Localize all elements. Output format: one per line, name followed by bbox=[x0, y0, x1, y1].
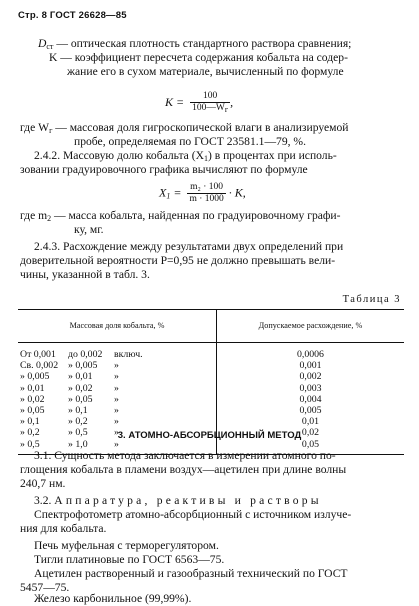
range-inclusive: » bbox=[114, 416, 119, 428]
table-cell-range bbox=[18, 416, 217, 427]
w-text: — массовая доля гигроскопической влаги в анализируемой bbox=[52, 121, 349, 134]
table-cell-tolerance: 0,003 bbox=[299, 382, 322, 394]
w-prefix: где W bbox=[20, 121, 50, 134]
range-group bbox=[18, 405, 216, 416]
dst-text: — оптическая плотность стандартного раствора сравнения; bbox=[53, 37, 352, 50]
table-cell-range bbox=[18, 360, 217, 371]
p32-number: 3.2. bbox=[34, 494, 52, 507]
table-row bbox=[18, 371, 404, 382]
formula-x1-lhs: X bbox=[159, 185, 167, 200]
range-from: » 0,02 bbox=[20, 393, 45, 405]
formula-k: K = $\frac{100}{100—W_г}$ , bbox=[165, 91, 234, 114]
range-from: » 0,2 bbox=[20, 427, 40, 439]
section-3-title: 3. АТОМНО-АБСОРБЦИОННЫЙ МЕТОД bbox=[117, 430, 302, 441]
m2-prefix: где m bbox=[20, 209, 48, 222]
formula-k-denominator bbox=[190, 103, 230, 115]
range-from: » 0,05 bbox=[20, 405, 45, 417]
table-cell-range bbox=[18, 405, 217, 416]
formula-k-fraction bbox=[190, 91, 230, 115]
table-header-mass-fraction: Массовая доля кобальта, % bbox=[18, 310, 217, 343]
table-cell-tolerance: 0,02 bbox=[301, 427, 320, 439]
p242-l1-sub: 1 bbox=[203, 154, 208, 163]
range-to: » 0,2 bbox=[68, 416, 88, 428]
table-row bbox=[18, 360, 404, 371]
range-to: » 0,01 bbox=[68, 371, 93, 383]
formula-x1-lhs-sub: 1 bbox=[166, 191, 171, 201]
dst-subscript: ст bbox=[46, 42, 54, 51]
table-cell-range bbox=[18, 394, 217, 405]
range-inclusive: » bbox=[114, 427, 119, 439]
table-row bbox=[18, 405, 404, 416]
range-from: Св. 0,002 bbox=[20, 360, 59, 372]
range-group bbox=[18, 349, 216, 360]
paragraph-243-line1: 2.4.3. Расхождение между результатами двух определений при bbox=[34, 240, 344, 253]
definition-k-line2: жание его в сухом материале, вычисленный по формуле bbox=[67, 65, 344, 78]
range-to: » 0,005 bbox=[68, 360, 98, 372]
range-group bbox=[18, 416, 216, 427]
range-to: до 0,002 bbox=[68, 349, 103, 360]
formula-k-den-sub: г bbox=[224, 105, 229, 114]
p242-l1-start: 2.4.2. Массовую долю кобальта (X bbox=[34, 149, 204, 162]
paragraph-31-line3: 240,7 нм. bbox=[20, 477, 66, 490]
table-cell-tolerance: 0,01 bbox=[301, 416, 320, 428]
range-inclusive: » bbox=[114, 393, 119, 405]
range-inclusive: » bbox=[114, 371, 119, 383]
definition-m2-line2: ку, мг. bbox=[74, 223, 104, 236]
range-from: » 0,1 bbox=[20, 416, 40, 428]
table-cell-tolerance: 0,05 bbox=[217, 439, 405, 455]
range-from: » 0,01 bbox=[20, 382, 45, 394]
paragraph-32-heading bbox=[34, 494, 322, 508]
range-group bbox=[18, 394, 216, 405]
table-row bbox=[18, 343, 404, 361]
range-from: » 0,005 bbox=[20, 371, 50, 383]
definition-k-line1: K — коэффициент пересчета содержания кобальта на содер- bbox=[49, 51, 348, 64]
range-group bbox=[18, 371, 216, 382]
table-row bbox=[18, 394, 404, 405]
formula-k-lhs: K = bbox=[165, 94, 185, 109]
table-cell-tolerance: 0,002 bbox=[299, 371, 322, 383]
item-furnace: Печь муфельная с терморегулятором. bbox=[34, 539, 219, 552]
formula-x1-tail: · K, bbox=[228, 185, 246, 200]
paragraph-242-line2: зовании градуировочного графика вычисляют по формуле bbox=[20, 163, 308, 176]
table-header-tolerance: Допускаемое расхождение, % bbox=[217, 310, 405, 343]
formula-x1-fraction bbox=[187, 182, 225, 205]
item-acetylene-line2: 5457—75. bbox=[20, 581, 70, 594]
range-inclusive: включ. bbox=[114, 349, 143, 360]
table-cell-tolerance: 0,001 bbox=[299, 360, 322, 372]
m2-subscript: 2 bbox=[47, 214, 52, 223]
w-subscript: г bbox=[49, 126, 53, 135]
paragraph-243-line2: доверительной вероятности P=0,95 не должно превышать вели- bbox=[20, 254, 336, 267]
dst-symbol: D bbox=[38, 37, 47, 50]
definition-w-line2: пробе, определяемая по ГОСТ 23581.1—79, %. bbox=[74, 135, 306, 148]
formula-k-numerator: 100 bbox=[190, 91, 230, 103]
page-header: Стр. 8 ГОСТ 26628—85 bbox=[18, 10, 127, 21]
table-cell-range bbox=[18, 383, 217, 394]
formula-k-den-text: 100—W bbox=[192, 103, 225, 113]
formula-x1-eq: = bbox=[170, 185, 182, 200]
table-cell-tolerance: 0,005 bbox=[299, 405, 322, 417]
item-iron: Железо карбонильное (99,99%). bbox=[34, 592, 192, 605]
formula-x1-numerator: m₂ · 100 bbox=[187, 182, 225, 194]
item-acetylene-line1: Ацетилен растворенный и газообразный технический по ГОСТ bbox=[34, 567, 348, 580]
table-header-row bbox=[18, 310, 404, 343]
range-inclusive: » bbox=[114, 360, 119, 372]
range-to: » 0,02 bbox=[68, 382, 93, 394]
range-inclusive: » bbox=[114, 405, 119, 417]
table-cell-range bbox=[18, 371, 217, 382]
table-cell-tolerance: 0,004 bbox=[299, 393, 322, 405]
range-to: » 0,5 bbox=[68, 427, 88, 439]
range-to: » 0,05 bbox=[68, 393, 93, 405]
range-group bbox=[18, 383, 216, 394]
paragraph-31-line2: глощения кобальта в пламени воздух—ацетилен при длине волны bbox=[20, 463, 347, 476]
paragraph-31-line1: 3.1. Сущность метода заключается в измерении атомного по- bbox=[34, 449, 336, 462]
range-to: » 1,0 bbox=[68, 438, 88, 450]
formula-x1 bbox=[159, 182, 246, 205]
table-caption: Таблица 3 bbox=[342, 294, 401, 305]
range-to: » 0,1 bbox=[68, 405, 88, 417]
table-cell-tolerance: 0,0006 bbox=[297, 349, 324, 360]
definition-m2-line1 bbox=[20, 209, 340, 226]
paragraph-243-line3: чины, указанной в табл. 3. bbox=[20, 268, 150, 281]
item-crucibles: Тигли платиновые по ГОСТ 6563—75. bbox=[34, 553, 225, 566]
table-row bbox=[18, 416, 404, 427]
range-from: » 0,5 bbox=[20, 438, 40, 450]
paragraph-32-line2: Спектрофотометр атомно-абсорбционный с источником излуче- bbox=[34, 508, 352, 521]
formula-x1-denominator: m · 1000 bbox=[189, 194, 224, 204]
range-inclusive: » bbox=[114, 438, 119, 450]
p242-l1-rest: ) в процентах при исполь- bbox=[207, 149, 337, 162]
range-inclusive: » bbox=[114, 382, 119, 394]
paragraph-32-line3: ния для кобальта. bbox=[20, 522, 107, 535]
table-cell-range bbox=[18, 343, 217, 361]
m2-text: — масса кобальта, найденная по градуировочному графи- bbox=[51, 209, 341, 222]
range-from: От 0,001 bbox=[20, 349, 56, 360]
range-group bbox=[18, 360, 216, 371]
table-row bbox=[18, 383, 404, 394]
p32-title: Аппаратура, реактивы и растворы bbox=[54, 494, 322, 507]
